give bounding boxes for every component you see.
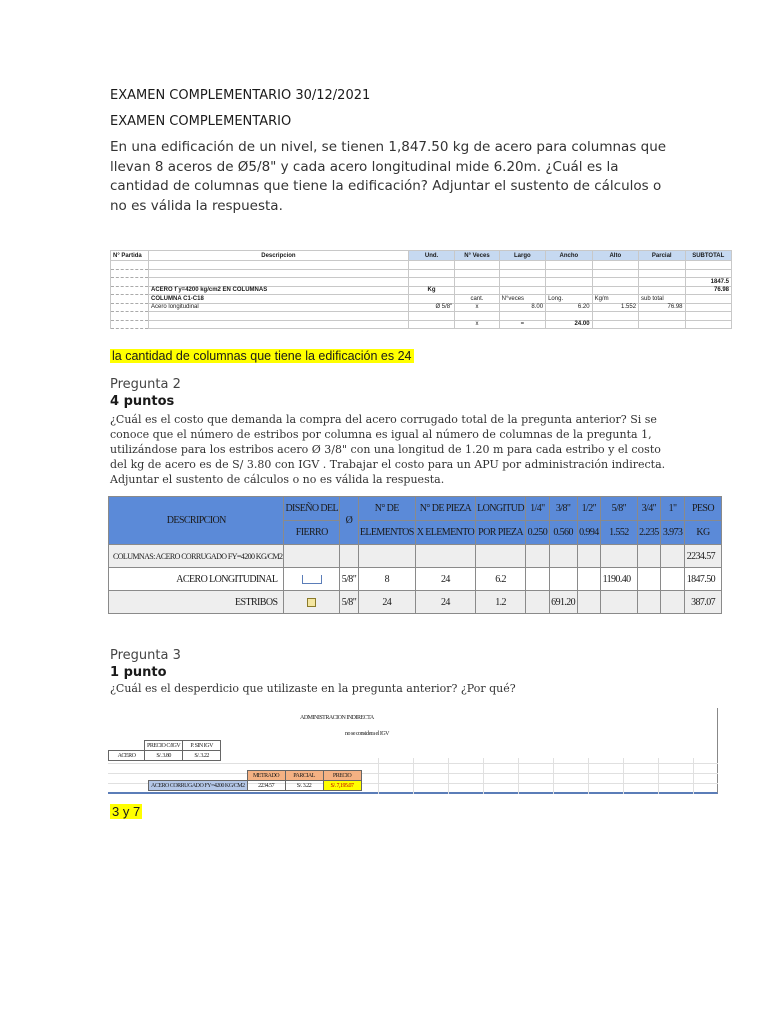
stirrup-shape-icon <box>307 598 316 607</box>
price-mini-table: PRECIO C/IGV P. SIN IGV ACERO S/. 3.80 S/. 3.22 <box>108 740 221 761</box>
header-cell: Parcial <box>639 251 685 261</box>
exam-title: EXAMEN COMPLEMENTARIO 30/12/2021 <box>110 88 371 103</box>
header-cell: KG <box>684 521 721 545</box>
header-cell: Und. <box>408 251 454 261</box>
header-cell: DISEÑO DEL <box>284 497 340 521</box>
header-cell: 3/4" <box>637 497 661 521</box>
table-row: ESTRIBOS 5/8" 24 24 1.2 691.20 387.07 <box>109 591 722 614</box>
question1-text: En una edificación de un nivel, se tienen 1,847.50 kg de acero para columnas que llevan 8 aceros de Ø5/8" y cada acero longitudinal mide 6.20m. ¿Cuál es la cantidad de columnas que tiene la edificación? Adjuntar el sustento de cálculos o no es válida la respuesta. <box>110 139 667 214</box>
table-row <box>111 312 732 321</box>
question3-points: 1 punto <box>110 665 167 680</box>
question2-points: 4 puntos <box>110 394 175 409</box>
header-cell: 1/4" <box>526 497 550 521</box>
question2-label: Pregunta 2 <box>110 377 181 392</box>
header-cell: 0.560 <box>549 521 577 545</box>
header-cell: N° DE PIEZA <box>415 497 475 521</box>
answer-1-highlight: la cantidad de columnas que tiene la edificación es 24 <box>112 349 412 363</box>
header-cell: X ELEMENTO <box>415 521 475 545</box>
header-cell: PESO <box>684 497 721 521</box>
header-cell: POR PIEZA <box>476 521 526 545</box>
header-cell: Ancho <box>546 251 592 261</box>
question3-text: ¿Cuál es el desperdicio que utilizaste en la pregunta anterior? ¿Por qué? <box>110 682 516 695</box>
question2-text: ¿Cuál es el costo que demanda la compra del acero corrugado total de la pregunta anterior? Si se conoce que el número de estribos por columna es igual al número de columnas de la pregunta 1, utilizándose para los estribos acero Ø 3/8" con una longitud de 1.20 m para cada estribo y el costo del kg de acero es de S/ 3.80 con IGV . Trabajar el costo para un APU por administración indirecta. Adjuntar el sustento de cálculos o no es válida la respuesta. <box>110 413 666 486</box>
table-row: x = 24.00 <box>111 320 732 329</box>
table-header-row <box>109 497 722 521</box>
table-row: Acero longitudinal Ø 5/8" x 8.00 6.20 1.552 76.98 <box>111 303 732 312</box>
header-cell: 5/8" <box>601 497 637 521</box>
header-cell: 1" <box>661 497 685 521</box>
bar-shape-icon <box>302 575 322 584</box>
header-cell: 0.994 <box>577 521 601 545</box>
header-cell: Descripcion <box>149 251 409 261</box>
header-cell: 1.552 <box>601 521 637 545</box>
question3-label: Pregunta 3 <box>110 648 181 663</box>
header-cell: ELEMENTOS <box>358 521 415 545</box>
header-cell: DESCRIPCION <box>109 497 284 545</box>
header-cell: FIERRO <box>284 521 340 545</box>
header-cell: N° DE <box>358 497 415 521</box>
header-cell: 1/2" <box>577 497 601 521</box>
header-cell: N° Partida <box>111 251 149 261</box>
table-row <box>111 261 732 270</box>
table-row: COLUMNA C1-C18 cant. N°veces Long. Kg/m sub total <box>111 295 732 304</box>
header-cell: LONGITUD <box>476 497 526 521</box>
exam-subtitle: EXAMEN COMPLEMENTARIO <box>110 114 292 129</box>
header-cell: SUBTOTAL <box>685 251 732 261</box>
header-cell: Alto <box>592 251 638 261</box>
metrado-table <box>110 250 732 329</box>
table-row: ACERO f´y=4200 kg/cm2 EN COLUMNAS Kg 76.98 <box>111 286 732 295</box>
apu-sheet <box>108 708 718 794</box>
table-row: COLUMNAS: ACERO CORRUGADO FY=4200 KG/CM2 2234.57 <box>109 545 722 568</box>
table-row: ACERO LONGITUDINAL 5/8" 8 24 6.2 1190.40 1847.50 <box>109 568 722 591</box>
apu-title: ADMINISTRACION INDIRECTA <box>300 715 374 721</box>
apu-subtitle: no se considera el IGV <box>345 731 389 737</box>
header-cell: Largo <box>499 251 545 261</box>
apu-mini-table: METRADO PARCIAL PRECIO ACERO CORRUGADO FY=4200 KG/CM2 2234.57 S/. 3.22 S/. 7,195.07 <box>148 770 362 791</box>
header-cell: 2.235 <box>637 521 661 545</box>
header-cell: Ø <box>340 497 359 545</box>
answer-2-highlight: 3 y 7 <box>112 804 141 819</box>
header-cell: 0.250 <box>526 521 550 545</box>
table-header-row <box>111 251 732 261</box>
header-cell: 3.973 <box>661 521 685 545</box>
header-cell: 3/8" <box>549 497 577 521</box>
header-cell: N° Veces <box>455 251 499 261</box>
steel-weight-table <box>108 496 722 614</box>
table-row: 1847.5 <box>111 278 732 287</box>
table-row <box>111 269 732 278</box>
